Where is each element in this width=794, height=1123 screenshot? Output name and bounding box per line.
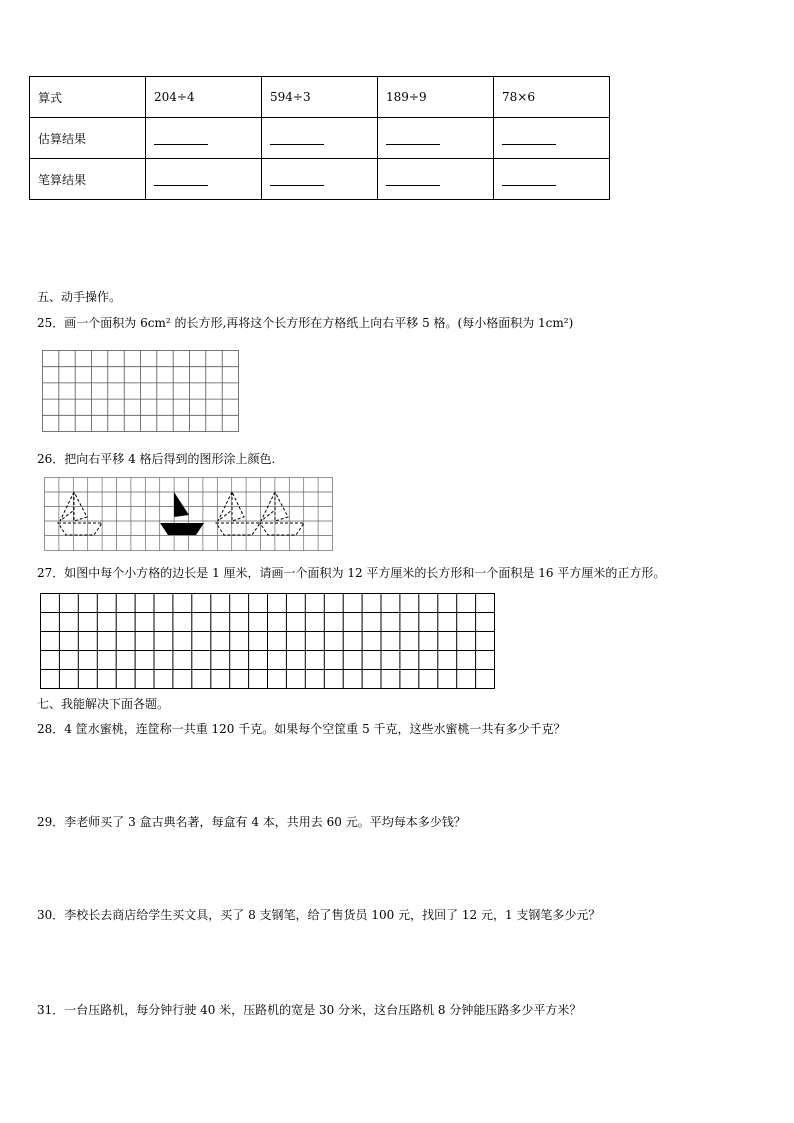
answer-blank[interactable] [502, 173, 556, 186]
answer-blank[interactable] [154, 173, 208, 186]
answer-blank-cell[interactable] [494, 118, 610, 159]
question-26: 26．把向右平移 4 格后得到的图形涂上颜色. [37, 452, 276, 466]
section-heading-7: 七、我能解决下面各题。 [37, 697, 170, 711]
section-heading-5: 五、动手操作。 [37, 290, 122, 304]
answer-blank-cell[interactable] [146, 159, 262, 200]
grid-paper-q27[interactable] [40, 593, 496, 690]
black-boat-icon [160, 492, 204, 535]
table-cell: 78×6 [494, 77, 610, 118]
answer-blank[interactable] [270, 173, 324, 186]
table-cell: 189÷9 [378, 77, 494, 118]
question-29: 29．李老师买了 3 盒古典名著，每盒有 4 本，共用去 60 元。平均每本多少钱？ [37, 815, 466, 829]
question-25: 25．画一个面积为 6cm² 的长方形,再将这个长方形在方格纸上向右平移 5 格。(每小格面积为 1cm²) [37, 316, 574, 330]
grid-paper-q26[interactable] [44, 477, 334, 551]
table-row [30, 77, 610, 118]
answer-blank[interactable] [386, 132, 440, 145]
question-31: 31．一台压路机，每分钟行驶 40 米，压路机的宽是 30 分米，这台压路机 8 分钟能压路多少平方米？ [37, 1003, 582, 1017]
dashed-boat-icon [216, 492, 260, 535]
table-row [30, 118, 610, 159]
grid-paper-q25[interactable] [42, 350, 240, 433]
answer-blank-cell[interactable] [378, 118, 494, 159]
answer-blank-cell[interactable] [494, 159, 610, 200]
answer-blank[interactable] [270, 132, 324, 145]
answer-blank-cell[interactable] [378, 159, 494, 200]
answer-blank[interactable] [154, 132, 208, 145]
table-cell: 594÷3 [262, 77, 378, 118]
question-30: 30．李校长去商店给学生买文具，买了 8 支钢笔，给了售货员 100 元，找回了 12 元，1 支钢笔多少元？ [37, 908, 601, 922]
table-row [30, 159, 610, 200]
answer-blank-cell[interactable] [262, 118, 378, 159]
answer-blank-cell[interactable] [146, 118, 262, 159]
answer-blank[interactable] [502, 132, 556, 145]
table-cell: 204÷4 [146, 77, 262, 118]
table-row-label: 笔算结果 [30, 159, 146, 200]
dashed-boat-icon [58, 492, 102, 535]
calculation-table [29, 76, 610, 200]
question-28: 28．4 筐水蜜桃，连筐称一共重 120 千克。如果每个空筐重 5 千克，这些水蜜桃一共有多少千克？ [37, 722, 566, 736]
answer-blank-cell[interactable] [262, 159, 378, 200]
question-27: 27．如图中每个小方格的边长是 1 厘米，请画一个面积为 12 平方厘米的长方形和一个面积是 16 平方厘米的正方形。 [37, 566, 666, 580]
dashed-boat-icon [260, 492, 304, 535]
table-cell: 算式 [30, 77, 146, 118]
table-row-label: 估算结果 [30, 118, 146, 159]
answer-blank[interactable] [386, 173, 440, 186]
